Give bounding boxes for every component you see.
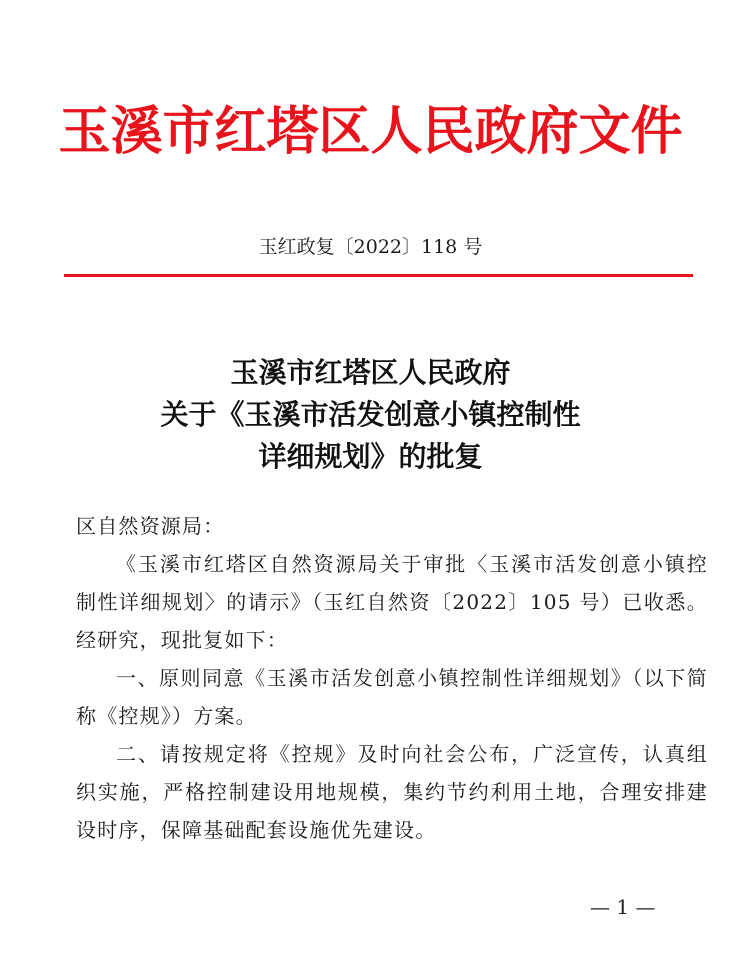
red-divider-line bbox=[64, 274, 693, 277]
page-number: — 1 — bbox=[590, 895, 656, 919]
addressee: 区自然资源局： bbox=[76, 514, 225, 538]
document-body bbox=[76, 507, 708, 849]
body-paragraph-intro: 《玉溪市红塔区自然资源局关于审批〈玉溪市活发创意小镇控制性详细规划〉的请示》（玉红自然资〔2022〕105 号）已收悉。经研究，现批复如下： bbox=[76, 552, 708, 652]
document-number: 玉红政复〔2022〕118 号 bbox=[258, 236, 483, 258]
body-paragraph-item-2: 二、请按规定将《控规》及时向社会公布，广泛宣传，认真组织实施，严格控制建设用地规模，集约节约利用土地，合理安排建设时序，保障基础配套设施优先建设。 bbox=[76, 742, 708, 842]
main-title-line-1: 玉溪市红塔区人民政府 bbox=[230, 356, 511, 389]
body-paragraph-item-1: 一、原则同意《玉溪市活发创意小镇控制性详细规划》（以下简称《控规》）方案。 bbox=[76, 666, 708, 728]
document-main-title bbox=[0, 352, 741, 478]
main-title-line-2: 关于《玉溪市活发创意小镇控制性 bbox=[160, 398, 581, 431]
document-header-title: 玉溪市红塔区人民政府文件 bbox=[58, 101, 683, 162]
main-title-line-3: 详细规划》的批复 bbox=[258, 440, 483, 473]
